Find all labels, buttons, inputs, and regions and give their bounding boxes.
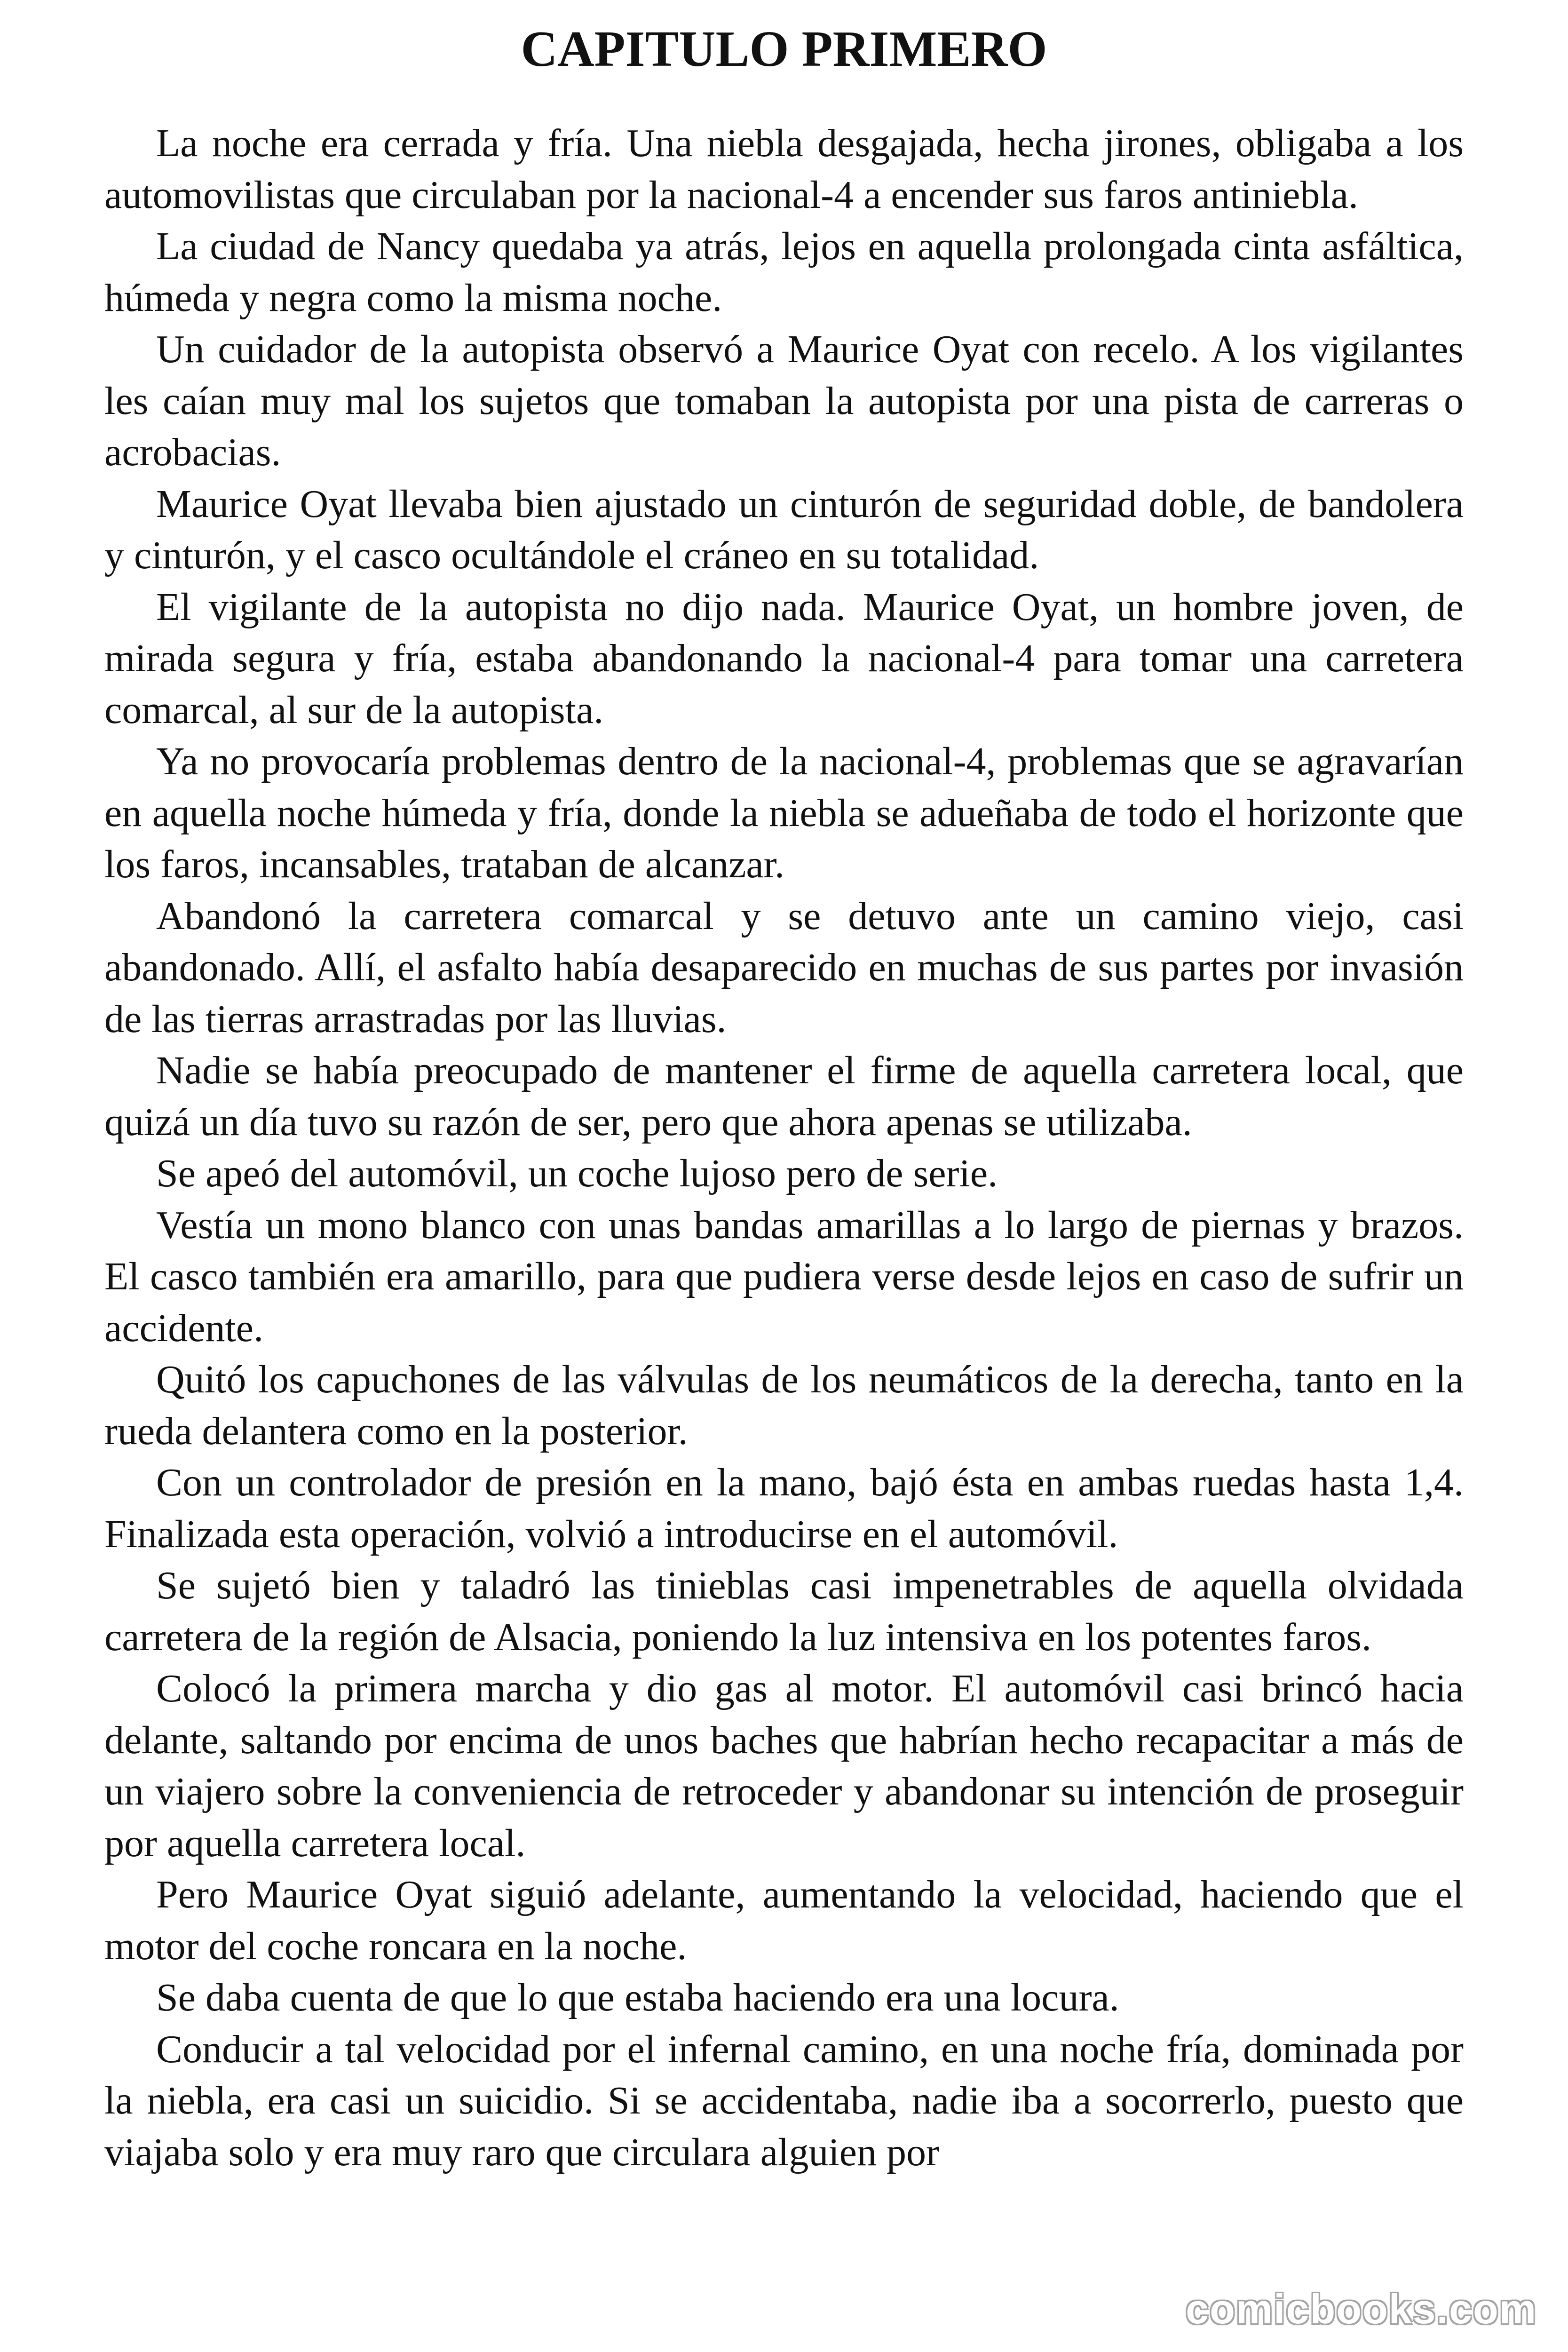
paragraph: Se apeó del automóvil, un coche lujoso pero de serie. [156,1152,998,1195]
paragraph: Conducir a tal velocidad por el infernal camino, en una noche fría, dominada por la niebla, era casi un suicidio. Si se accidentaba, nadie iba a socorrerlo, puesto que viajaba solo y era muy raro que circulara alguien por [104,2027,1464,2174]
paragraph: Maurice Oyat llevaba bien ajustado un cinturón de seguridad doble, de bandolera y cinturón, y el casco ocultándole el cráneo en su totalidad. [104,482,1464,577]
paragraph: La ciudad de Nancy quedaba ya atrás, lejos en aquella prolongada cinta asfáltica, húmeda y negra como la misma noche. [104,224,1464,320]
chapter-title: CAPITULO PRIMERO [521,21,1047,77]
paragraph: Nadie se había preocupado de mantener el firme de aquella carretera local, que quizá un día tuvo su razón de ser, pero que ahora apenas se utilizaba. [104,1049,1464,1144]
paragraph: Pero Maurice Oyat siguió adelante, aumentando la velocidad, haciendo que el motor del coche roncara en la noche. [104,1873,1464,1968]
paragraph: Ya no provocaría problemas dentro de la nacional-4, problemas que se agravarían en aquella noche húmeda y fría, donde la niebla se adueñaba de todo el horizonte que los faros, incansables, trataban de alcanzar. [104,739,1464,886]
paragraph: Con un controlador de presión en la mano, bajó ésta en ambas ruedas hasta 1,4. Finalizada esta operación, volvió a introducirse en el automóvil. [104,1461,1464,1556]
paragraph: Vestía un mono blanco con unas bandas amarillas a lo largo de piernas y brazos. El casco también era amarillo, para que pudiera verse desde lejos en caso de sufrir un accidente. [104,1203,1464,1350]
paragraph: La noche era cerrada y fría. Una niebla desgajada, hecha jirones, obligaba a los automovilistas que circulaban por la nacional-4 a encender sus faros antiniebla. [104,121,1464,217]
site-watermark: comicbooks.com [1186,2286,1537,2332]
paragraph: Abandonó la carretera comarcal y se detuvo ante un camino viejo, casi abandonado. Allí, el asfalto había desaparecido en muchas de sus partes por invasión de las tierras arrastradas por las lluvias. [104,894,1464,1041]
paragraph: Colocó la primera marcha y dio gas al motor. El automóvil casi brincó hacia delante, saltando por encima de unos baches que habrían hecho recapacitar a más de un viajero sobre la conveniencia de retroceder y abandonar su intención de proseguir por aquella carretera local. [104,1667,1464,1865]
chapter-body [104,118,1464,2178]
paragraph: El vigilante de la autopista no dijo nada. Maurice Oyat, un hombre joven, de mirada segura y fría, estaba abandonando la nacional-4 para tomar una carretera comarcal, al sur de la autopista. [104,585,1464,732]
paragraph: Un cuidador de la autopista observó a Maurice Oyat con recelo. A los vigilantes les caían muy mal los sujetos que tomaban la autopista por una pista de carreras o acrobacias. [104,327,1464,474]
paragraph: Se daba cuenta de que lo que estaba haciendo era una locura. [156,1976,1119,2019]
paragraph: Se sujetó bien y taladró las tinieblas casi impenetrables de aquella olvidada carretera de la región de Alsacia, poniendo la luz intensiva en los potentes faros. [104,1564,1464,1659]
paragraph: Quitó los capuchones de las válvulas de los neumáticos de la derecha, tanto en la rueda delantera como en la posterior. [104,1358,1464,1453]
